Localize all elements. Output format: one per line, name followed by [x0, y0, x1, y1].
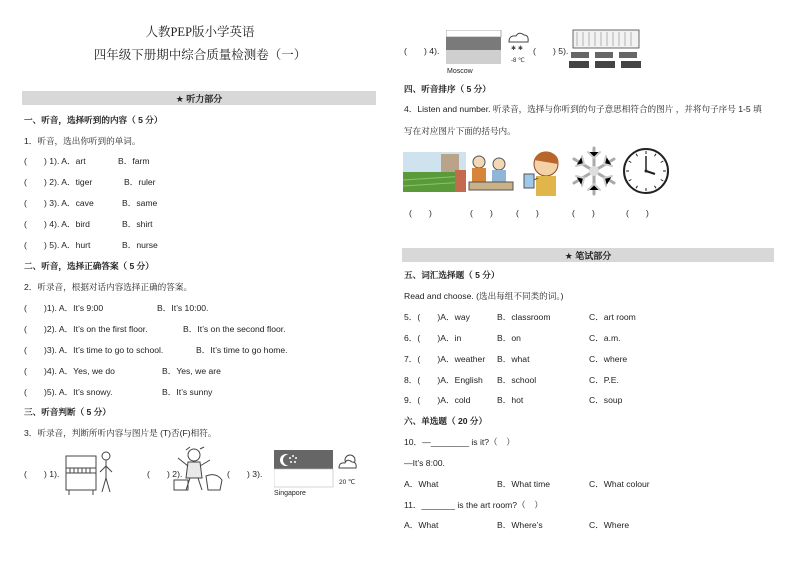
section-3-heading: 三、听音判断（ 5 分） — [24, 407, 111, 417]
s6-q11-b: B．Where’s — [497, 520, 543, 530]
s3-item-4: ( ) 4). — [404, 46, 440, 56]
s5-q5: 5．( )A．way — [404, 312, 470, 322]
s1-item-2-b: B．ruler — [124, 177, 156, 187]
moscow-picture — [446, 30, 502, 66]
s5-q8-b: B．school — [497, 375, 537, 385]
s2-item-1-b: B．It’s 10:00. — [157, 303, 209, 313]
s2-item-2-b: B．It’s on the second floor. — [183, 324, 286, 334]
s2-item-2: ( )2). A．It’s on the first floor. — [24, 324, 148, 334]
child-cleaning-picture — [172, 446, 226, 494]
s3-item-1: ( ) 1). — [24, 469, 60, 479]
section-4-instruction-1: 4．Listen and number. 听录音，选择与你听到的句子意思相符合的图片 ，并将句子序号 1-5 填 — [404, 104, 762, 114]
s6-q11-c: C．Where — [589, 520, 630, 530]
s5-q7-c: C．where — [589, 354, 628, 364]
piano-picture — [62, 444, 122, 496]
snowflake-picture — [568, 144, 620, 198]
s5-q7: 7．( )A．weather — [404, 354, 486, 364]
s2-item-5: ( )5). A．It’s snowy. — [24, 387, 113, 397]
sun-cloud-icon — [336, 452, 360, 472]
s2-item-3: ( )3). A．It’s time to go to school. — [24, 345, 164, 355]
order-blank-2: ( ) — [470, 208, 493, 218]
section-2-heading: 二、听音，选择正确答案（ 5 分） — [24, 261, 154, 271]
clock-picture — [621, 146, 671, 196]
s5-q6: 6．( )A．in — [404, 333, 462, 343]
singapore-flag-picture — [274, 450, 334, 488]
s5-q5-b: B．classroom — [497, 312, 551, 322]
s5-q7-b: B．what — [497, 354, 530, 364]
classroom-picture — [567, 28, 645, 72]
s1-item-4-b: B．shirt — [122, 219, 153, 229]
s6-q11: 11．_______ is the art room?（ ） — [404, 500, 543, 510]
s2-item-5-b: B．It’s sunny — [162, 387, 213, 397]
paper-subtitle: 四年级下册期中综合质量检测卷（一） — [93, 48, 307, 62]
section-3-instruction: 3．听录音，判断所听内容与图片是 (T)否(F)相符。 — [24, 428, 217, 438]
singapore-temp: 20 ℃ — [339, 479, 356, 486]
section-1-heading: 一、听音，选择听到的内容（ 5 分） — [24, 115, 163, 125]
order-blank-1: ( ) — [409, 208, 432, 218]
s5-q9: 9．( )A．cold — [404, 395, 471, 405]
s6-q11-a: A．What — [404, 520, 439, 530]
s3-item-5: ( ) 5). — [533, 46, 569, 56]
s6-q10-b: B．What time — [497, 479, 551, 489]
snow-cloud-icon — [506, 30, 530, 54]
section-4-heading: 四、听音排序（ 5 分） — [404, 84, 491, 94]
svg-text:✱ ✱: ✱ ✱ — [511, 45, 523, 52]
moscow-temp: -8 ℃ — [511, 58, 525, 64]
s6-q10: 10．—________ is it?（ ） — [404, 437, 515, 447]
s2-item-1: ( )1). A．It’s 9:00 — [24, 303, 104, 313]
s5-q9-c: C．soup — [589, 395, 623, 405]
s5-q8-c: C．P.E. — [589, 375, 619, 385]
order-blank-4: ( ) — [572, 208, 595, 218]
s5-q5-c: C．art room — [589, 312, 636, 322]
s1-item-1-b: B．farm — [118, 156, 150, 166]
section-4-instruction-2: 写在对应图片下面的括号内。 — [404, 126, 516, 136]
moscow-caption: Moscow — [447, 68, 473, 75]
order-blank-3: ( ) — [516, 208, 539, 218]
s1-item-4: ( ) 4). A．bird — [24, 219, 90, 229]
s2-item-4-b: B．Yes, we are — [162, 366, 221, 376]
section-1-instruction: 1．听音，选出你听到的单词。 — [24, 136, 141, 146]
s5-q6-b: B．on — [497, 333, 521, 343]
s6-q10-c: C．What colour — [589, 479, 650, 489]
s3-item-2: ( ) 2). — [147, 469, 183, 479]
section-5-instruction: Read and choose. (选出每组不同类的词。) — [404, 291, 564, 301]
s3-item-3: ( ) 3). — [227, 469, 263, 479]
section-2-instruction: 2．听录音，根据对话内容选择正确的答案。 — [24, 282, 193, 292]
s1-item-5: ( ) 5). A．hurt — [24, 240, 91, 250]
s1-item-5-b: B．nurse — [122, 240, 158, 250]
section-6-heading: 六、单选题（ 20 分） — [404, 416, 488, 426]
s1-item-2: ( ) 2). A．tiger — [24, 177, 93, 187]
s2-item-4: ( )4). A．Yes, we do — [24, 366, 115, 376]
s5-q6-c: C．a.m. — [589, 333, 621, 343]
order-blank-5: ( ) — [626, 208, 649, 218]
playground-picture — [403, 152, 466, 192]
writing-banner: ★ 笔试部分 — [402, 248, 774, 262]
paper-title: 人教PEP版小学英语 — [145, 25, 255, 39]
s1-item-3-b: B．same — [122, 198, 158, 208]
s1-item-1: ( ) 1). A．art — [24, 156, 86, 166]
flag-caption: Singapore — [274, 490, 306, 497]
s6-q10-line2: —It’s 8:00. — [404, 458, 445, 468]
s5-q8: 8．( )A．English — [404, 375, 483, 385]
girl-drinking-picture — [518, 148, 566, 200]
section-5-heading: 五、词汇选择题（ 5 分） — [404, 270, 500, 280]
listening-banner: ★ 听力部分 — [22, 91, 376, 105]
s1-item-3: ( ) 3). A．cave — [24, 198, 94, 208]
s6-q10-a: A．What — [404, 479, 439, 489]
s2-item-3-b: B．It’s time to go home. — [196, 345, 288, 355]
students-picture — [467, 152, 517, 194]
s5-q9-b: B．hot — [497, 395, 524, 405]
